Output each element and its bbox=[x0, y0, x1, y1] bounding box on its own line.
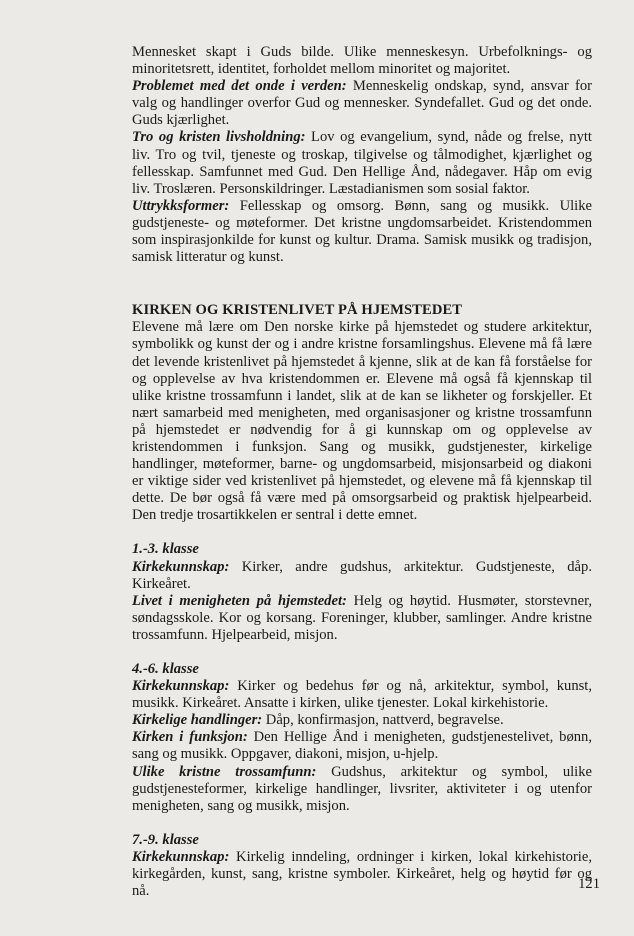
grade-4-6-item-3: Kirken i funksjon: Den Hellige Ånd i menigheten, gudstjenestelivet, bønn, sang og musikk. Oppgaver, diakoni, misjon, u-hjelp. bbox=[132, 729, 592, 763]
document-page bbox=[132, 44, 592, 900]
section-body: Elevene må lære om Den norske kirke på hjemstedet og studere arkitektur, symbolikk og kunst der og i andre kristne forsamlingshus. Elevene må få lære det levende kristenlivet på hjemstedet å kjenne, slik at de kan få forståelse for og opplevelse av hva kristendommen er. Elevene må også få kjennskap til ulike kristne trossamfunn i landet, slik at de kan se likheter og forskjeller. Et nært samarbeid med menigheten, med organisasjoner og kristne trossamfunn på hjemstedet er nødvendig for å gi kunnskap om og opplevelse av kristendommen i funksjon. Sang og musikk, gudstjenester, kirkelige handlinger, møteformer, barne- og ungdomsarbeid, misjonsarbeid og diakoni er viktige sider ved kristenlivet på hjemstedet, og elevene må få kjennskap til dette. De bør også få være med på omsorgsarbeid og praktisk hjelpearbeid. Den tredje trosartikkelen er sentral i dette emnet. bbox=[132, 319, 592, 524]
grade-1-3-item-1: Kirkekunnskap: Kirker, andre gudshus, arkitektur. Gudstjeneste, dåp. Kirkeåret. bbox=[132, 558, 592, 592]
grade-4-6-item-2: Kirkelige handlinger: Dåp, konfirmasjon, nattverd, begravelse. bbox=[132, 712, 504, 729]
intro-paragraph-4: Uttrykksformer: Fellesskap og omsorg. Bønn, sang og musikk. Ulike gudstjeneste- og møteformer. Det kristne ungdomsarbeidet. Kristendommen som inspirasjonkilde for kunst og kultur. Drama. Samisk musikk og tradisjon, samisk litteratur og kunst. bbox=[132, 197, 592, 266]
paragraph-lead: Kirkelige handlinger: bbox=[132, 712, 263, 729]
paragraph-lead: Uttrykksformer: bbox=[132, 197, 230, 214]
grade-4-6-item-4: Ulike kristne trossamfunn: Gudshus, arkitektur og symbol, ulike gudstjenesteformer, kirkelige handlinger, livsriter, aktiviteter i og utenfor menigheten, sang og musikk, misjon. bbox=[132, 763, 592, 814]
paragraph-lead: Tro og kristen livsholdning: bbox=[132, 129, 306, 146]
intro-paragraph-3: Tro og kristen livsholdning: Lov og evangelium, synd, nåde og frelse, nytt liv. Tro og tvil, tjeneste og troskap, tilgivelse og tålmodighet, kjærlighet og fellesskap. Samfunnet med Gud. Den Hellige Ånd, nådegaver. Håp om evig liv. Troslæren. Personskildringer. Læstadianismen som sosial faktor. bbox=[132, 129, 592, 197]
grade-heading-1-3: 1.-3. klasse bbox=[132, 541, 199, 558]
grade-4-6-item-1: Kirkekunnskap: Kirker og bedehus før og nå, arkitektur, symbol, kunst, musikk. Kirkeåret. Ansatte i kirken, ulike tjenester. Lokal kirkehistorie. bbox=[132, 678, 592, 712]
grade-7-9-item-1: Kirkekunnskap: Kirkelig inndeling, ordninger i kirken, lokal kirkehistorie, kirkegården, kunst, sang, kristne symboler. Kirkeåret, helg og høytid før og nå. bbox=[132, 848, 592, 900]
paragraph-lead: Kirkekunnskap: bbox=[132, 678, 230, 695]
section-heading: KIRKEN OG KRISTENLIVET PÅ HJEMSTEDET bbox=[132, 302, 463, 319]
page-number: 121 bbox=[578, 876, 600, 892]
paragraph-lead: Livet i menigheten på hjemstedet: bbox=[132, 592, 347, 609]
grade-heading-7-9: 7.-9. klasse bbox=[132, 831, 199, 848]
paragraph-lead: Problemet med det onde i verden: bbox=[132, 78, 347, 95]
intro-paragraph-1: Mennesket skapt i Guds bilde. Ulike menneskesyn. Urbefolknings- og minoritetsrett, identitet, forholdet mellom minoritet og majoritet. bbox=[132, 44, 592, 78]
grade-1-3-item-2: Livet i menigheten på hjemstedet: Helg og høytid. Husmøter, storstevner, søndagsskole. Kor og korsang. Foreninger, klubber, samlinger. Andre kristne trossamfunn. Hjelpearbeid, misjon. bbox=[132, 592, 592, 643]
grade-heading-4-6: 4.-6. klasse bbox=[132, 661, 199, 677]
intro-paragraph-2: Problemet med det onde i verden: Menneskelig ondskap, synd, ansvar for valg og handlinger overfor Gud og mennesker. Syndefallet. Gud og det onde. Guds kjærlighet. bbox=[132, 78, 592, 129]
paragraph-lead: Kirkekunnskap: bbox=[132, 848, 230, 865]
paragraph-lead: Kirken i funksjon: bbox=[132, 729, 248, 746]
paragraph-lead: Kirkekunnskap: bbox=[132, 558, 230, 575]
paragraph-lead: Ulike kristne trossamfunn: bbox=[132, 763, 317, 780]
